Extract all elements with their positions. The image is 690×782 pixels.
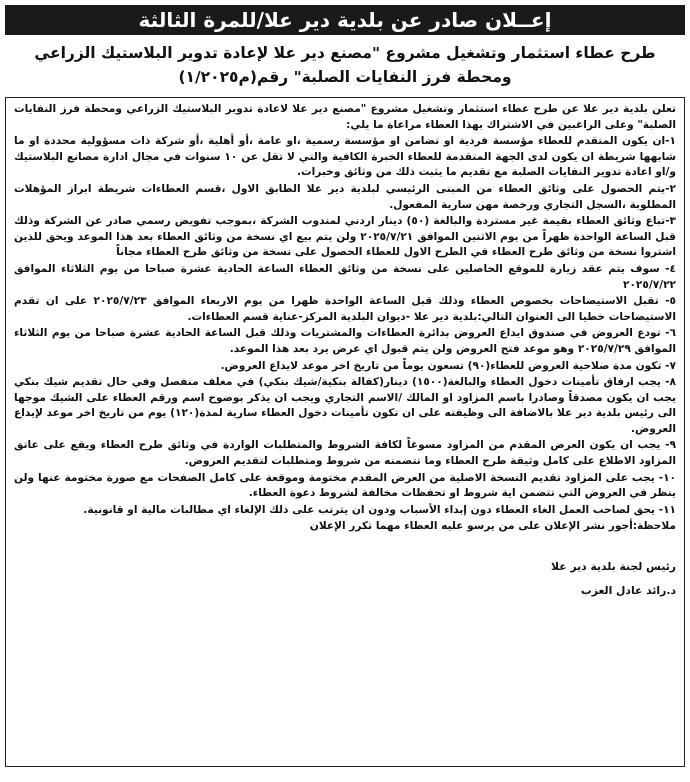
condition-item-9: ٩- يجب ان يكون العرض المقدم من المزاود مسوغاً لكافة الشروط والمتطلبات الواردة في وثائق طرح العطاء ويقع على عاتق المزاود الاطلاع على كامل وثيقة طرح العطاء وما تتضمنه من شروط ومتطلبات لتقديم العروض. — [14, 439, 676, 468]
condition-item-1: ١-ان يكون المتقدم للعطاء مؤسسة فردية او تضامن او مؤسسة رسمية ،او عامة ،أو أهلية ،أو شركة ذات مسؤولية محددة او ما شابهها شريطة ان يكون لدى الجهة المتقدمة للعطاء الخبرة الكافية والتي لا تقل عن ١٠ سنوات في مجال ادارة مصانع البلاستيك و/او اعادة تدوير النفايات الصلبة مع تقديم ما يثبت ذلك من وثائق وخبرات. — [14, 135, 676, 179]
signatory-name: د.رائد عادل العزب — [580, 584, 676, 598]
condition-item-2: ٢-يتم الحصول على وثائق العطاء من المبنى الرئيسي لبلدية دير علا الطابق الاول ،قسم العطاءات شريطة ابراز المؤهلات المطلوبة ،السجل التجاري ورخصة مهن سارية المفعول. — [14, 182, 676, 211]
announcement-body — [5, 97, 685, 767]
intro-paragraph: تعلن بلدية دير علا عن طرح عطاء استثمار وتشغيل مشروع "مصنع دير علا لاعادة تدوير البلاستيك الزراعي ومحطة فرز النفايات الصلبة" وعلى الراغبين في الاشتراك بهذا العطاء مراعاة ما يلي: — [14, 103, 676, 131]
condition-item-11: ١١- يحق لصاحب العمل الغاء العطاء دون إبداء الأسباب ودون ان يترتب على ذلك الإلغاء اي مطالبات مالية او قانونية. — [83, 503, 676, 516]
tender-subject: طرح عطاء استثمار وتشغيل مشروع "مصنع دير علا لإعادة تدوير البلاستيك الزراعي ومحطة فرز النفايات الصلبة" رقم(م١/٢٠٢٥) — [34, 44, 656, 86]
condition-item-4: ٤- سوف يتم عقد زيارة للموقع الحاصلين على نسخة من وثائق العطاء الساعة الحادية عشرة صباحا من يوم الثلاثاء الموافق ٢٠٢٥/٧/٢٢ — [14, 262, 676, 291]
signatory-role: رئيس لجنة بلدية دير علا — [551, 560, 676, 574]
publication-note: ملاحظة:أجور نشر الإعلان على من يرسو عليه العطاء مهما تكرر الإعلان — [309, 520, 676, 533]
condition-item-6: ٦- تودع العروض في صندوق ايداع العروض بدائرة العطاءات والمشتريات وذلك قبل الساعة الحادية عشرة صباحا من يوم الثلاثاء الموافق ٢٠٢٥/٧/٢٩ وهو موعد فتح العروض ولن يتم قبول اي عرض يرد بعد هذا الموعد. — [14, 327, 676, 355]
condition-item-10: ١٠- يجب على المزاود تقديم النسخة الاصلية من العرض المقدم مختومة وموقعة على كامل الصفحات مع صورة مختومة عنها ولن ينظر في العروض التي تتضمن اية شروط او تحفظات مخالفة لشروط دعوة العطاء. — [14, 471, 676, 500]
condition-item-5: ٥- تقبل الاستيضاحات بخصوص العطاء وذلك قبل الساعة الواحدة ظهرا من يوم الاربعاء الموافق ٢٠٢٥/٧/٢٣ على ان تقدم الاستيضاحات خطيا الى العنوان التالي:بلدية دير علا -ديوان البلدية المركز-عناية قسم العطاءات. — [14, 295, 676, 323]
condition-item-3: ٣-تباع وثائق العطاء بقيمة غير مستردة والبالغة (٥٠) دينار اردني لمندوب الشركة ،بموجب تفويض رسمي صادر عن الشركة وذلك قبل الساعة الواحدة ظهراً من يوم الاثنين الموافق ٢٠٢٥/٧/٢١ ولن يتم بيع اي نسخة من وثائق العطاء بعد هذا الموعد ويحق للذين اشتروا نسخة من وثائق طرح العطاء في الطرح الاول للعطاء الحصول على نسخة من وثائق طرح العطاء مجاناً — [14, 215, 677, 259]
signature-block — [14, 555, 676, 603]
condition-item-8: ٨- يجب ارفاق تأمينات دخول العطاء والبالغة(١٥٠٠) دينار(كفالة بنكية/شيك بنكي) في مغلف منفصل وفي حال تقديم شيك بنكي يجب ان يكون مصدقاً وصادرا باسم المزاود او المالك /الاسم التجاري ويجب ان يذكر بوضوح اسم ورقم العطاء على الشيك موجها الى رئيس بلدية دير علا بالاضافة الى وظيفته على ان تكون تأمينات دخول العطاء سارية لمدة(١٢٠) يوم من تاريخ اخر موعد لإيداع العروض. — [14, 376, 676, 435]
announcement-title: إعــلان صادر عن بلدية دير علا/للمرة الثالثة — [5, 5, 685, 35]
condition-item-7: ٧- تكون مدة صلاحية العروض للعطاء(٩٠) تسعون يوماً من تاريخ اخر موعد لايداع العروض. — [220, 359, 676, 372]
